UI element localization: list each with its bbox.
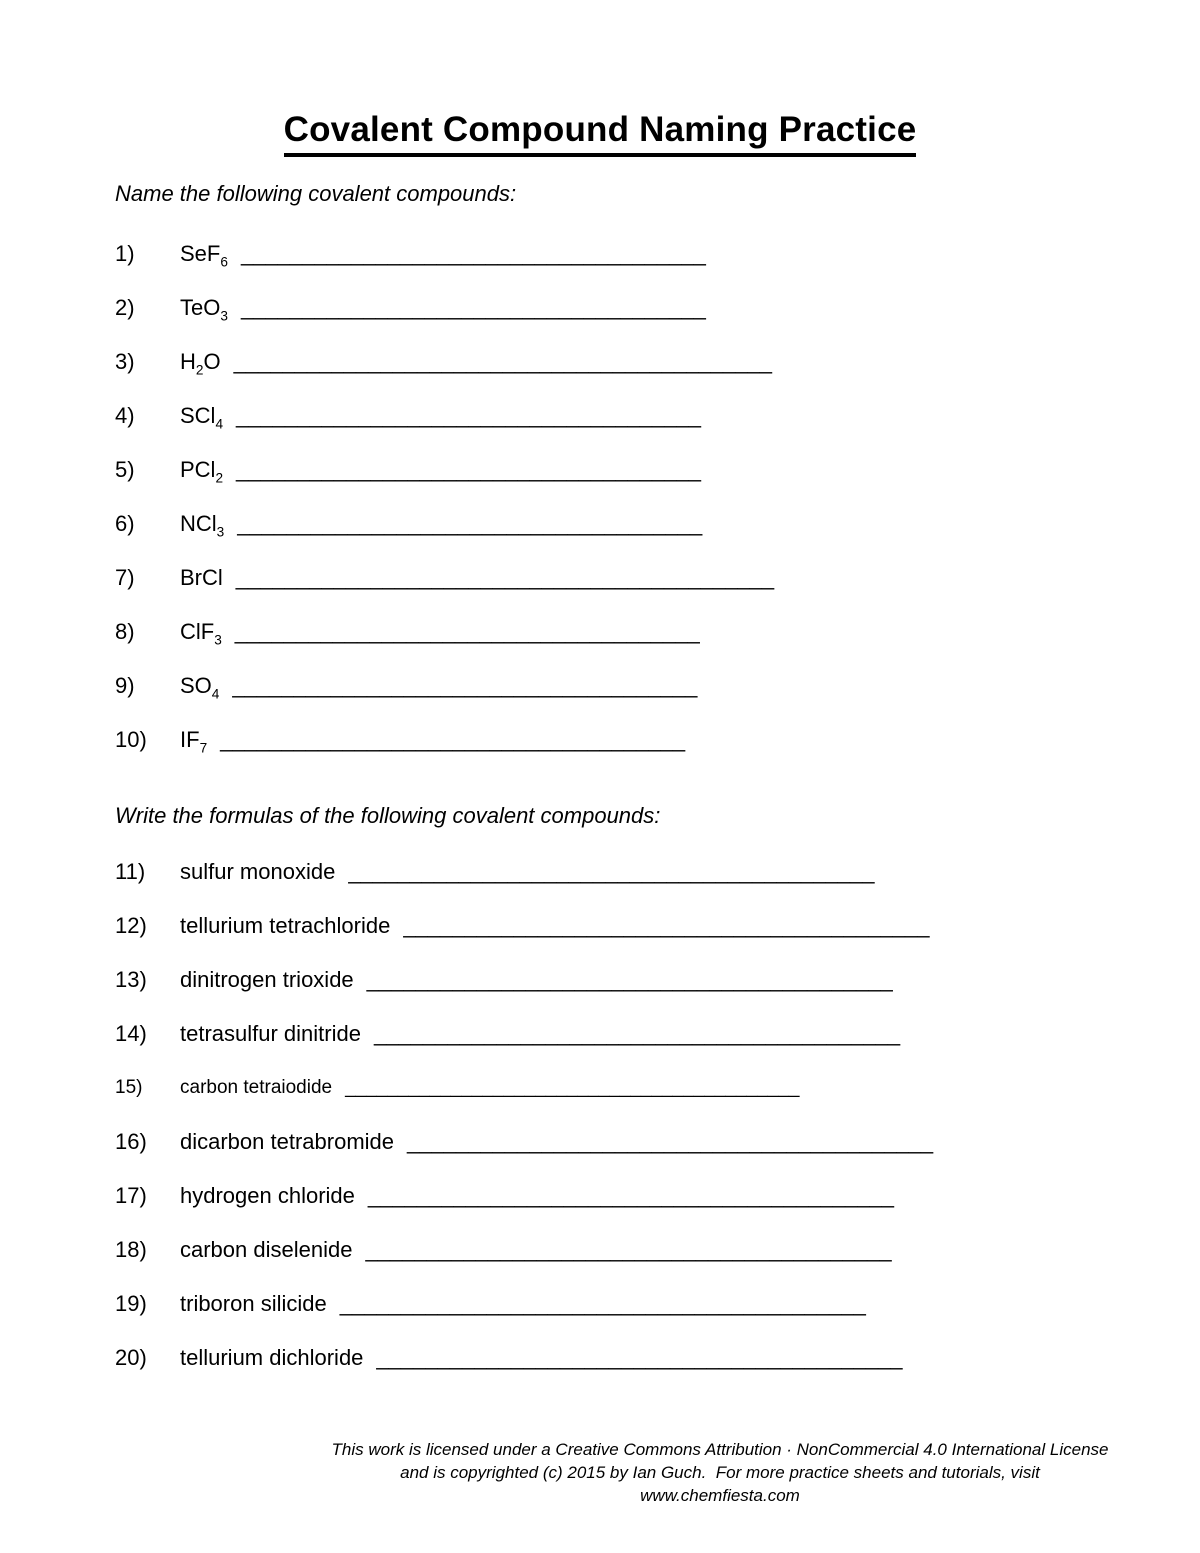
item-number: 5) (115, 457, 135, 482)
license-footer (330, 1438, 1110, 1507)
answer-blank: ______________________________________ (240, 295, 706, 320)
formula-subscript: 4 (215, 416, 224, 432)
compound-name: sulfur monoxide (180, 859, 336, 884)
chemical-formula: $H_2O$ (180, 349, 221, 378)
naming-section-instruction: Name the following covalent compounds: (115, 181, 517, 206)
compound-name: dinitrogen trioxide (180, 967, 354, 992)
answer-blank: ___________________________________________ (339, 1291, 866, 1316)
formula-section-instruction: Write the formulas of the following covalent compounds: (115, 803, 661, 828)
worksheet-row (115, 618, 774, 672)
answer-blank: ___________________________________________ (373, 1021, 901, 1046)
worksheet-row (115, 1344, 933, 1398)
formula-subscript: 2 (215, 470, 224, 486)
item-number: 12) (115, 913, 147, 938)
item-number: 3) (115, 349, 135, 374)
item-number: 9) (115, 673, 135, 698)
item-number: 14) (115, 1021, 147, 1046)
answer-blank: ___________________________________________ (345, 1077, 800, 1098)
answer-blank: ______________________________________ (237, 511, 703, 536)
chemical-formula: $IF_7$ (180, 727, 208, 756)
answer-blank: ______________________________________ (236, 457, 701, 482)
worksheet-row (115, 1020, 933, 1074)
answer-blank: ___________________________________________ (376, 1345, 903, 1370)
item-number: 2) (115, 295, 135, 320)
naming-section-list (115, 240, 774, 780)
compound-name: triboron silicide (180, 1291, 327, 1316)
item-number: 20) (115, 1345, 147, 1370)
item-number: 10) (115, 727, 147, 752)
compound-name: dicarbon tetrabromide (180, 1129, 395, 1154)
answer-blank: ___________________________________________ (407, 1129, 934, 1154)
item-number: 8) (115, 619, 135, 644)
chemical-formula: $SO_4$ (180, 673, 220, 702)
compound-name: carbon diselenide (180, 1237, 353, 1262)
item-number: 13) (115, 967, 147, 992)
item-number: 17) (115, 1183, 147, 1208)
answer-blank: ____________________________________________ (233, 349, 772, 374)
worksheet-row (115, 672, 774, 726)
item-number: 19) (115, 1291, 147, 1316)
chemical-formula: SeF$_6$ (180, 241, 228, 270)
worksheet-row (115, 348, 774, 402)
item-number: 15) (115, 1077, 143, 1098)
answer-blank: ______________________________________ (234, 619, 700, 644)
worksheet-row (115, 1074, 933, 1128)
worksheet-row (115, 858, 933, 912)
formula-subscript: 7 (199, 740, 208, 756)
title-wrap (0, 110, 1200, 157)
formula-subscript: 2 (195, 362, 204, 378)
answer-blank: ______________________________________ (220, 727, 686, 752)
worksheet-row (115, 510, 774, 564)
worksheet-row (115, 966, 933, 1020)
answer-blank: ___________________________________________ (365, 1237, 892, 1262)
worksheet-row (115, 240, 774, 294)
answer-blank: ___________________________________________ (367, 1183, 895, 1208)
answer-blank: ______________________________________ (236, 403, 701, 428)
formula-subscript: 3 (220, 308, 228, 324)
chemical-formula: TeO$_3$ (180, 295, 228, 324)
footer-license-line: This work is licensed under a Creative Commons Attribution · NonCommercial 4.0 International License (331, 1440, 1109, 1459)
item-number: 7) (115, 565, 135, 590)
worksheet-row (115, 456, 774, 510)
compound-name: tellurium tetrachloride (180, 913, 391, 938)
item-number: 11) (115, 859, 146, 884)
compound-name: hydrogen chloride (180, 1183, 355, 1208)
compound-name: tetrasulfur dinitride (180, 1021, 361, 1046)
worksheet-row (115, 912, 933, 966)
item-number: 16) (115, 1129, 147, 1154)
worksheet-row (115, 726, 774, 780)
worksheet-row (115, 564, 774, 618)
chemical-formula: PCl$_2$ (180, 457, 224, 486)
compound-name: carbon tetraiodide (180, 1077, 333, 1098)
compound-name: tellurium dichloride (180, 1345, 364, 1370)
formula-subscript: 3 (214, 632, 222, 648)
formula-subscript: 3 (216, 524, 225, 540)
item-number: 1) (115, 241, 135, 266)
worksheet-row (115, 1182, 933, 1236)
footer-copyright-line: and is copyrighted (c) 2015 by Ian Guch. For more practice sheets and tutorials, visit www.chemfiesta.com (400, 1463, 1050, 1505)
item-number: 6) (115, 511, 135, 536)
answer-blank: ______________________________________ (240, 241, 706, 266)
chemical-formula: SCl$_4$ (180, 403, 224, 432)
formula-subscript: 6 (220, 254, 228, 270)
page-title: Covalent Compound Naming Practice (284, 110, 917, 157)
formula-section-list (115, 858, 933, 1398)
item-number: 4) (115, 403, 135, 428)
answer-blank: ______________________________________ (232, 673, 698, 698)
formula-subscript: 4 (211, 686, 220, 702)
answer-blank: ___________________________________________ (348, 859, 875, 884)
answer-blank: ____________________________________________ (235, 565, 775, 590)
chemical-formula: NCl$_3$ (180, 511, 225, 540)
worksheet-row (115, 294, 774, 348)
answer-blank: ___________________________________________ (403, 913, 930, 938)
worksheet-row (115, 1290, 933, 1344)
item-number: 18) (115, 1237, 147, 1262)
worksheet-row (115, 1236, 933, 1290)
worksheet-row (115, 1128, 933, 1182)
answer-blank: ___________________________________________ (366, 967, 893, 992)
chemical-formula: ClF$_3$ (180, 619, 222, 648)
chemical-formula: BrCl (180, 565, 223, 590)
worksheet-row (115, 402, 774, 456)
